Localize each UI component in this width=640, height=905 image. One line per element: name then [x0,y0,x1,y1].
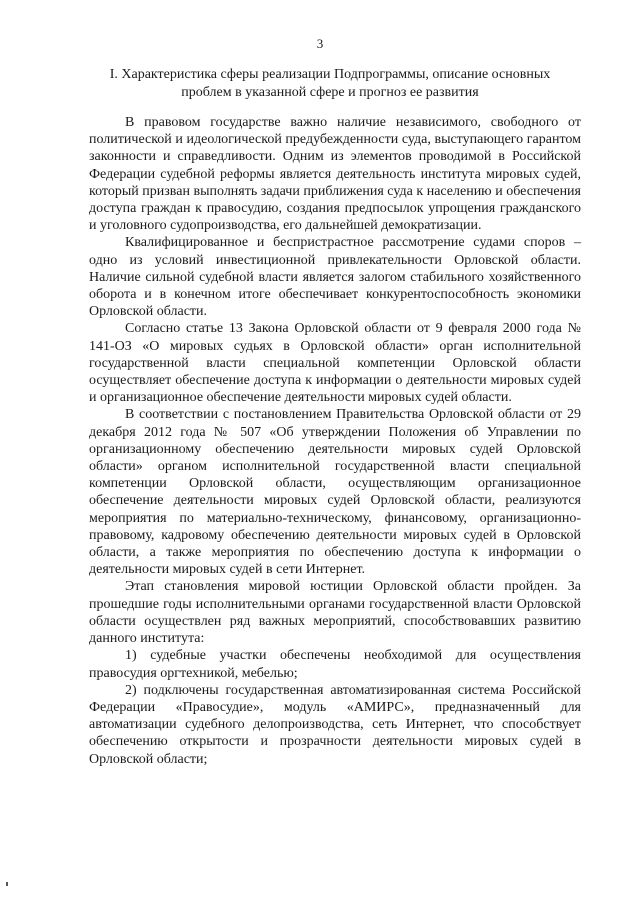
section-heading [70,66,590,102]
list-item-1: 1) судебные участки обеспечены необходимой для осуществления правосудия оргтехникой, мебелью; [89,648,581,681]
scan-artifact-mark [6,882,8,886]
body-text [89,114,581,768]
paragraph-1: В правовом государстве важно наличие независимого, свободного от политической и идеологической предубежденности суда, выступающего гарантом законности и справедливости. Одним из элементов проводимой в Российской Федерации судебной реформы является деятельность института мировых судей, который призван выполнять задачи приближения суда к населению и обеспечения доступа граждан к правосудию, создания предпосылок упрощения гражданского и уголовного судопроизводства, его дальнейшей демократизации. [89,115,581,234]
section-heading-line-2: проблем в указанной сфере и прогноз ее развития [181,85,479,100]
page-number: 3 [316,36,324,51]
paragraph-4: В соответствии с постановлением Правительства Орловской области от 29 декабря 2012 года № 507 «Об утверждении Положения об Управлении по организационному обеспечению деятельности мировых судей Орловской области» органом исполнительной государственной власти специальной компетенции Орловской области, осуществляющим организационное обеспечение деятельности мировых судей Орловской области, реализуются мероприятия по материально-техническому, финансовому, организационно-правовому, кадровому обеспечению деятельности мировых судей в Орловской области, а также мероприятия по обеспечению доступа к информации о деятельности мировых судей в сети Интернет. [89,407,581,578]
paragraph-3: Согласно статье 13 Закона Орловской области от 9 февраля 2000 года № 141-ОЗ «О мировых судьях в Орловской области» орган исполнительной государственной власти специальной компетенции Орловской области осуществляет обеспечение доступа к информации о деятельности мировых судей и организационное обеспечение деятельности мировых судей области. [89,321,581,406]
section-heading-line-1: I. Характеристика сферы реализации Подпрограммы, описание основных [109,67,551,82]
paragraph-5: Этап становления мировой юстиции Орловской области пройден. За прошедшие годы исполнительными органами государственной власти Орловской области осуществлен ряд важных мероприятий, способствовавших развитию данного института: [89,579,581,647]
paragraph-2: Квалифицированное и беспристрастное рассмотрение судами споров – одно из условий инвестиционной привлекательности Орловской области. Наличие сильной судебной власти является залогом стабильного хозяйственного оборота и в конечном итоге обеспечивает конкурентоспособность экономики Орловской области. [89,235,581,320]
list-item-2: 2) подключены государственная автоматизированная система Российской Федерации «Правосудие», модуль «АМИРС», предназначенный для автоматизации судебного делопроизводства, сеть Интернет, что способствует обеспечению открытости и прозрачности деятельности мировых судей в Орловской области; [89,682,581,767]
